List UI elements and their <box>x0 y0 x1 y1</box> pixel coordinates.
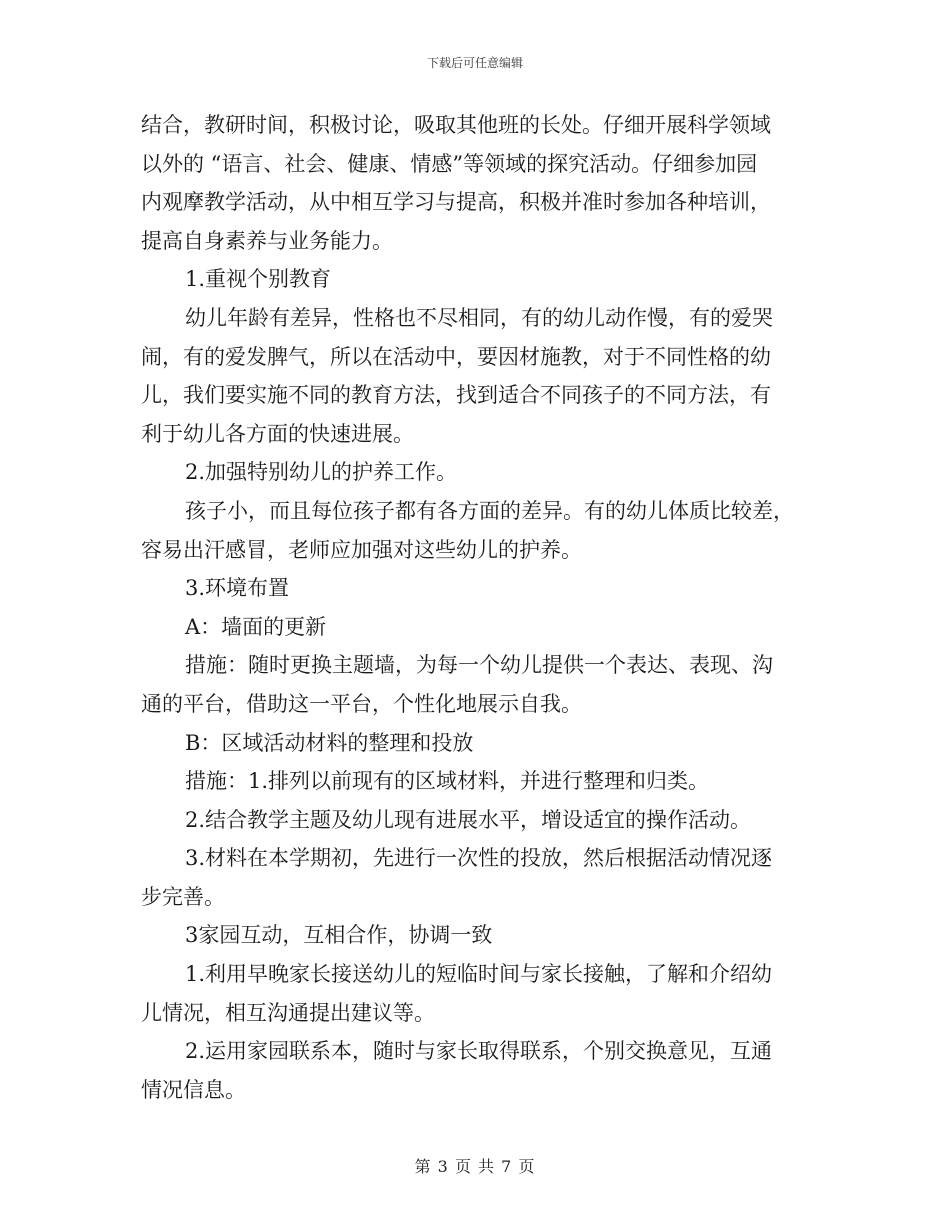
text-line: 3家园互动，互相合作，协调一致 <box>185 923 493 948</box>
text-line: 闹，有的爱发脾气，所以在活动中，要因材施教，对于不同性格的幼 <box>141 344 771 369</box>
text-line: 措施：随时更换主题墙，为每一个幼儿提供一个表达、表现、沟 <box>185 653 773 678</box>
text-line: 1.利用早晚家长接送幼儿的短临时间与家长接触，了解和介绍幼 <box>185 962 773 987</box>
text-line: 通的平台，借助这一平台，个性化地展示自我。 <box>141 691 582 716</box>
text-line: 容易出汗感冒，老师应加强对这些幼儿的护养。 <box>141 537 582 562</box>
document-body <box>141 106 811 1109</box>
text-line: 步完善。 <box>141 884 225 909</box>
text-line: 利于幼儿各方面的快速进展。 <box>141 421 414 446</box>
text-line: 提高自身素养与业务能力。 <box>141 228 393 253</box>
text-line: B：区域活动材料的整理和投放 <box>185 730 474 755</box>
text-line: 结合，教研时间，积极讨论，吸取其他班的长处。仔细开展科学领域 <box>141 113 771 137</box>
text-line: 内观摩教学活动，从中相互学习与提高，积极并准时参加各种培训， <box>141 190 771 215</box>
text-line: 2.运用家园联系本，随时与家长取得联系，个别交换意见，互通 <box>185 1039 773 1064</box>
text-line: 3.环境布置 <box>185 576 290 601</box>
page-header: 下载后可任意编辑 <box>426 56 523 70</box>
page-footer: 第 3 页 共 7 页 <box>414 1157 536 1176</box>
text-line: 措施：1.排列以前现有的区域材料，并进行整理和归类。 <box>185 769 710 794</box>
text-line: 2.加强特别幼儿的护养工作。 <box>185 460 458 485</box>
text-line: 情况信息。 <box>141 1077 246 1102</box>
text-line: 儿情况，相互沟通提出建议等。 <box>141 1000 435 1025</box>
text-line: 3.材料在本学期初，先进行一次性的投放，然后根据活动情况逐 <box>185 846 773 871</box>
text-line: 儿，我们要实施不同的教育方法，找到适合不同孩子的不同方法，有 <box>141 383 771 408</box>
text-line: 2.结合教学主题及幼儿现有进展水平，增设适宜的操作活动。 <box>185 807 752 832</box>
text-line: 1.重视个别教育 <box>185 267 332 292</box>
text-line: 孩子小，而且每位孩子都有各方面的差异。有的幼儿体质比较差， <box>185 498 794 523</box>
text-line: 以外的 “语言、社会、健康、情感”等领域的探究活动。仔细参加园 <box>141 151 758 176</box>
text-line: A：墙面的更新 <box>185 614 327 639</box>
text-line: 幼儿年龄有差异，性格也不尽相同，有的幼儿动作慢，有的爱哭 <box>185 305 773 330</box>
